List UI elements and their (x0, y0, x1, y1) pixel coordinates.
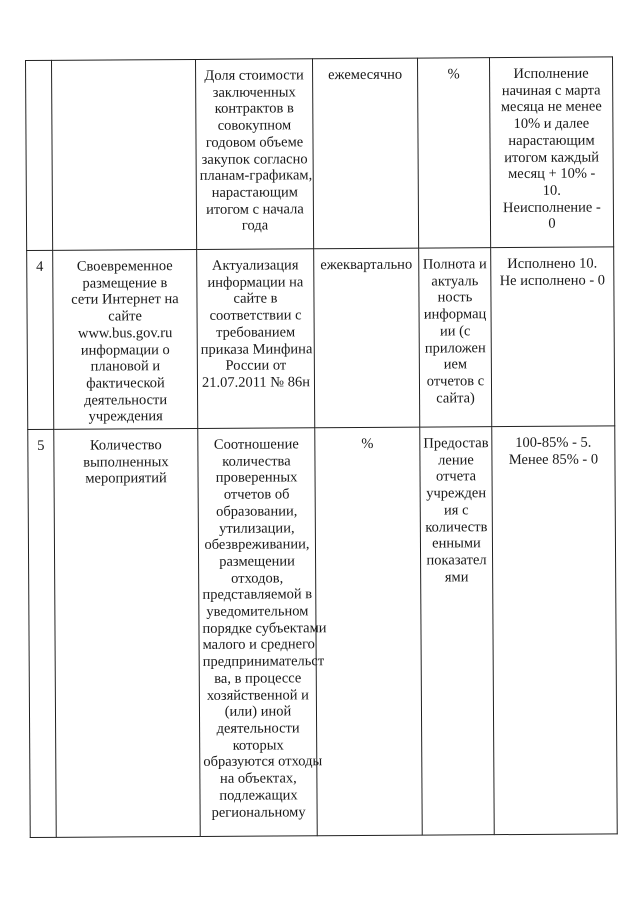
cell-text-line: плановой и (90, 358, 161, 375)
cell-text-line: требованием (216, 324, 296, 341)
cell-text-line: Соотношение (213, 436, 299, 453)
cell-text-line: ежеквартально (320, 256, 413, 274)
cell-text-line: месяца не менее (500, 98, 602, 116)
indicators-table (25, 56, 618, 838)
cell-text-line: ием (443, 356, 468, 373)
cell-text-line: совокупном (217, 117, 292, 134)
periodicity-cell (315, 427, 422, 836)
indicator-description-cell (195, 59, 313, 250)
cell-text-line: годовом объеме (205, 134, 304, 151)
cell-text-line: сайте в (233, 290, 278, 308)
cell-text-line: нарастающим (211, 184, 298, 201)
cell-text-line: ежемесячно (328, 66, 403, 84)
cell-text-line: актуаль (431, 272, 479, 290)
cell-text-line: предпринимательст (202, 653, 325, 671)
cell-text-line: соответствии с (209, 307, 302, 324)
cell-text-line: отчета (435, 468, 477, 485)
cell-text-line: Исполнение (513, 65, 589, 83)
cell-text-line: малого и среднего (202, 636, 315, 654)
cell-text-line: закупок согласно (201, 150, 308, 168)
cell-text-line: ление (438, 452, 474, 469)
cell-text-line: контрактов в (214, 100, 294, 118)
cell-text-line: Неисполнение - (502, 199, 601, 216)
table-row (28, 426, 617, 838)
cell-text-line: Полнота и (422, 256, 487, 273)
criteria-cell (492, 426, 617, 835)
cell-text-line: итогом каждый (504, 149, 599, 166)
cell-text-line: сайте (108, 308, 142, 325)
cell-text-line: России от (225, 357, 287, 374)
cell-text-line: региональному (211, 803, 306, 821)
cell-text-line: учреждения (88, 408, 163, 425)
row-number-cell: 4 (27, 250, 54, 429)
cell-text-line: Предостав (423, 435, 489, 452)
table-row (27, 247, 615, 430)
cell-text-line: Своевременное (76, 258, 173, 275)
cell-text-line: ва, в процессе (214, 670, 302, 687)
periodicity-cell (314, 248, 420, 428)
indicator-name-cell (52, 59, 197, 250)
cell-text-line: www.bus.gov.ru (77, 324, 173, 342)
cell-text-line: учрежден (426, 485, 487, 502)
cell-text-line: на объектах, (219, 770, 297, 787)
cell-text-line: приложен (424, 339, 486, 357)
cell-text-line: итогом с начала (205, 200, 304, 218)
cell-text-line: информац (423, 306, 487, 323)
cell-text-line: планам-графикам, (199, 167, 313, 185)
cell-text-line: отчетов с (426, 373, 485, 390)
cell-text-line: обезвреживании, (204, 536, 310, 554)
cell-text-line: деятельности (216, 720, 300, 737)
unit-cell (420, 427, 494, 835)
cell-text-line: Количество (89, 437, 162, 454)
cell-text-line: Не исполнено - 0 (499, 272, 606, 289)
cell-text-line: подлежащих (219, 787, 298, 804)
cell-text-line: утилизации, (219, 519, 295, 537)
cell-text-line: (или) иной (224, 703, 292, 721)
cell-text-line: выполненных (83, 453, 169, 471)
cell-text-line: информации о (80, 341, 170, 359)
cell-text-line: Доля стоимости (204, 67, 304, 84)
cell-text-line: 10. (542, 182, 561, 199)
table-row (26, 57, 614, 251)
cell-text-line: хозяйственной и (206, 686, 309, 704)
cell-text-line: Исполнено 10. (507, 255, 598, 273)
cell-text-line: информации на (207, 274, 304, 291)
cell-text-line: % (361, 435, 374, 452)
cell-text-line: фактической (86, 375, 165, 392)
cell-text-line: количества (222, 453, 291, 470)
criteria-cell (491, 247, 615, 427)
cell-text-line: отходов, (231, 570, 284, 587)
unit-cell (419, 248, 492, 427)
cell-text-line: начиная с марта (501, 82, 601, 99)
cell-text-line: количеств (425, 518, 488, 536)
cell-text-line: уведомительном (206, 603, 309, 620)
indicator-name-cell (53, 249, 198, 429)
cell-text-line: ями (444, 568, 469, 586)
cell-text-line: ность (437, 289, 473, 306)
cell-text-line: 0 (548, 216, 556, 233)
cell-text-line: % (447, 66, 460, 83)
cell-text-line: которых (232, 737, 284, 754)
cell-text-line: проверенных (215, 469, 298, 487)
cell-text-line: ия с (443, 502, 469, 519)
cell-text-line: сети Интернет на (71, 291, 179, 309)
periodicity-cell (312, 58, 418, 249)
cell-text-line: 10% и далее (513, 115, 590, 133)
cell-text-line: образовании, (216, 503, 298, 520)
cell-text-line: приказа Минфина (200, 340, 313, 358)
indicator-description-cell (197, 249, 315, 429)
cell-text-line: енными (432, 535, 481, 552)
indicator-description-cell (198, 428, 327, 837)
cell-text-line: заключенных (212, 84, 296, 101)
cell-text-line: 100-85% - 5. (515, 434, 592, 452)
cell-text-line: сайта) (436, 389, 475, 407)
cell-text-line: месяц + 10% - (508, 165, 596, 183)
cell-text-line: показател (426, 552, 487, 569)
cell-text-line: Менее 85% - 0 (508, 451, 599, 468)
row-number-cell (26, 60, 53, 250)
indicators-table-body (26, 57, 618, 838)
cell-text-line: деятельности (84, 391, 168, 409)
indicator-name-cell (54, 428, 200, 837)
criteria-cell (489, 57, 613, 248)
cell-text-line: образуются отходы (203, 753, 323, 771)
cell-text-line: 21.07.2011 № 86н (201, 374, 311, 391)
row-number-cell: 5 (28, 429, 56, 837)
cell-text-line: размещение в (82, 274, 168, 292)
cell-text-line: порядке субъектами (202, 619, 327, 637)
cell-text-line: Актуализация (211, 257, 299, 274)
unit-cell (417, 58, 490, 248)
cell-text-line: представляемой в (202, 586, 313, 604)
cell-text-line: размещении (219, 553, 295, 570)
cell-text-line: мероприятий (85, 470, 167, 488)
cell-text-line: ии (с (439, 323, 471, 340)
cell-text-line: отчетов об (223, 486, 290, 503)
cell-text-line: года (241, 217, 269, 235)
cell-text-line: нарастающим (508, 132, 595, 149)
